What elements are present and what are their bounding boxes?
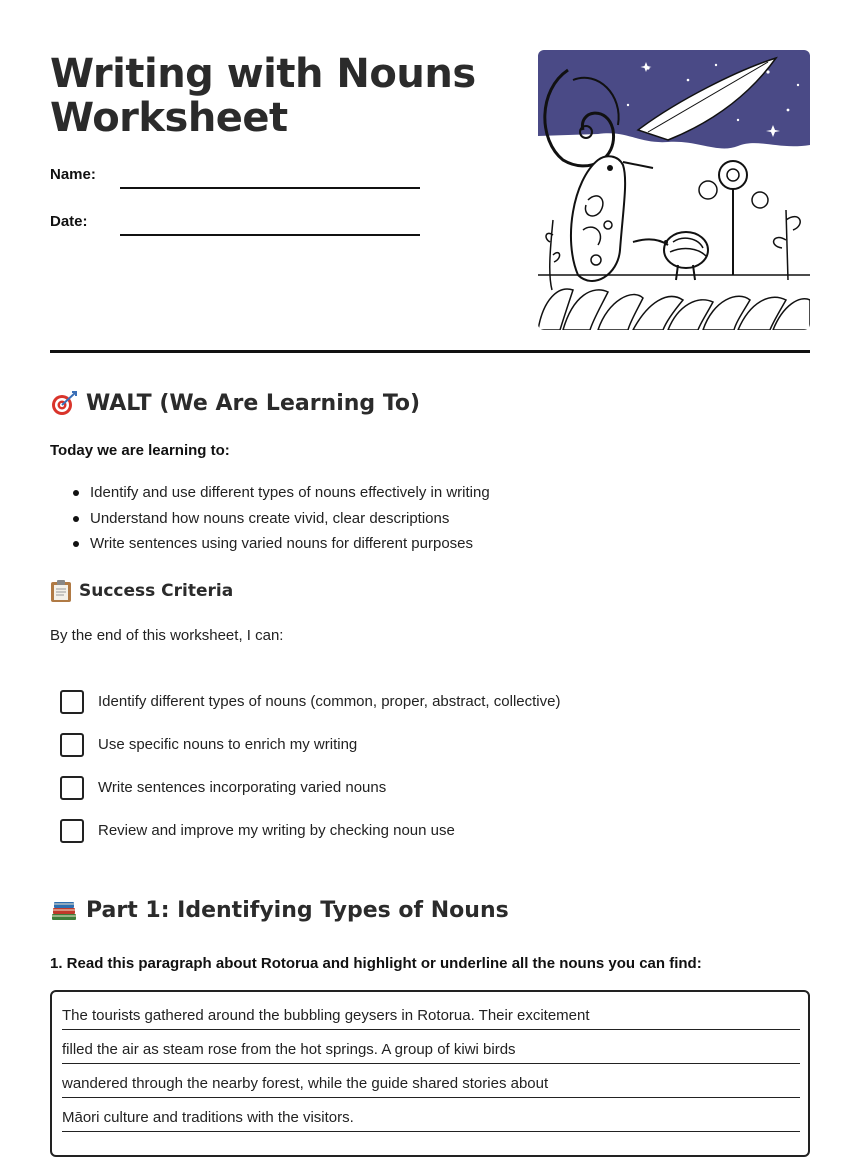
passage-line: The tourists gathered around the bubbling geysers in Rotorua. Their excitement (62, 1002, 800, 1030)
criteria-label: Identify different types of nouns (common, proper, abstract, collective) (98, 693, 561, 710)
list-item: Write sentences using varied nouns for different purposes (90, 533, 490, 559)
criteria-item (60, 690, 560, 733)
checkbox[interactable] (60, 776, 84, 800)
passage-line: filled the air as steam rose from the hot springs. A group of kiwi birds (62, 1036, 800, 1064)
part1-heading-text: Part 1: Identifying Types of Nouns (86, 897, 509, 923)
date-label: Date: (50, 213, 88, 230)
walt-heading (50, 390, 420, 416)
part1-heading (50, 897, 509, 923)
success-intro: By the end of this worksheet, I can: (50, 627, 284, 644)
name-field[interactable] (120, 187, 420, 189)
passage-box (50, 990, 810, 1157)
walt-list (90, 482, 490, 559)
success-criteria-heading (50, 579, 233, 603)
criteria-item (60, 733, 560, 776)
success-criteria-list (60, 690, 560, 862)
criteria-item (60, 819, 560, 862)
checkbox[interactable] (60, 690, 84, 714)
walt-intro: Today we are learning to: (50, 442, 230, 459)
success-criteria-heading-text: Success Criteria (79, 581, 234, 601)
walt-heading-text: WALT (We Are Learning To) (86, 390, 421, 416)
checkbox[interactable] (60, 819, 84, 843)
books-icon (50, 897, 78, 923)
criteria-label: Review and improve my writing by checking noun use (98, 822, 455, 839)
list-item: Identify and use different types of nouns effectively in writing (90, 482, 490, 508)
date-field[interactable] (120, 234, 420, 236)
part1-question: 1. Read this paragraph about Rotorua and highlight or underline all the nouns you can find: (50, 955, 702, 972)
name-label: Name: (50, 166, 96, 183)
passage-line: Māori culture and traditions with the visitors. (62, 1104, 800, 1132)
target-dart-icon (50, 390, 78, 416)
maori-kiwi-illustration (538, 50, 810, 330)
list-item: Understand how nouns create vivid, clear descriptions (90, 508, 490, 534)
passage-line: wandered through the nearby forest, while the guide shared stories about (62, 1070, 800, 1098)
checkbox[interactable] (60, 733, 84, 757)
criteria-label: Use specific nouns to enrich my writing (98, 736, 358, 753)
page-title: Writing with Nouns Worksheet (50, 51, 476, 141)
clipboard-icon (50, 579, 72, 603)
criteria-label: Write sentences incorporating varied nouns (98, 779, 387, 796)
header-divider (50, 350, 810, 353)
criteria-item (60, 776, 560, 819)
